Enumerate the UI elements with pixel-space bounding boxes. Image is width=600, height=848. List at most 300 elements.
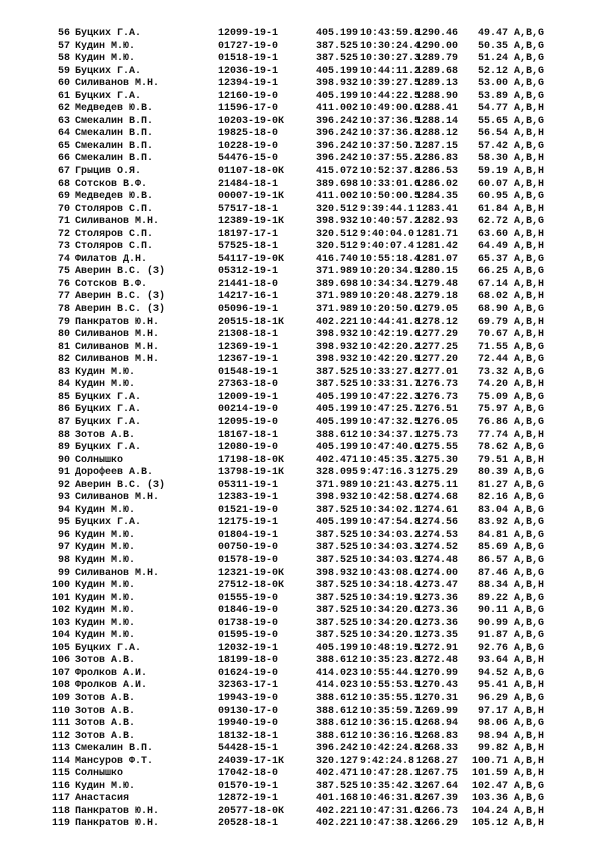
row-number: 72 — [57, 228, 70, 240]
row-number: 99 — [57, 567, 70, 579]
row-number: 58 — [57, 53, 70, 65]
points: 100.71 — [471, 755, 508, 767]
ring-number: 54117-19-0К — [218, 253, 285, 265]
distance-km: 388.612 — [316, 718, 359, 730]
row-number: 86 — [57, 404, 70, 416]
arrival-time: 9:40:07.4 — [360, 241, 415, 253]
arrival-time: 9:39:44.1 — [360, 203, 415, 215]
speed: 1266.73 — [416, 805, 459, 817]
table-row — [48, 655, 568, 668]
distance-km: 371.989 — [316, 266, 359, 278]
row-number: 81 — [57, 341, 70, 353]
distance-km: 388.612 — [316, 692, 359, 704]
distance-km: 398.932 — [316, 329, 359, 341]
fancier-name: Кудин М.Ю. — [75, 780, 136, 792]
row-number: 106 — [51, 655, 70, 667]
distance-km: 387.525 — [316, 580, 359, 592]
results-table — [48, 28, 568, 831]
distance-km: 405.199 — [316, 65, 359, 77]
distance-km: 371.989 — [316, 304, 359, 316]
groups: А,В,Н — [514, 103, 545, 115]
fancier-name: Силиванов М.Н. — [75, 78, 160, 90]
row-number: 96 — [57, 529, 70, 541]
speed: 1275.11 — [416, 479, 459, 491]
row-number: 79 — [57, 316, 70, 328]
speed: 1270.31 — [416, 692, 459, 704]
distance-km: 387.525 — [316, 53, 359, 65]
distance-km: 402.221 — [316, 818, 359, 830]
groups: А,В,Н — [514, 705, 545, 717]
distance-km: 387.525 — [316, 379, 359, 391]
groups: А,В,G — [514, 416, 545, 428]
distance-km: 398.932 — [316, 78, 359, 90]
points: 101.59 — [471, 768, 508, 780]
distance-km: 387.525 — [316, 592, 359, 604]
groups: А,В,G — [514, 529, 545, 541]
ring-number: 21308-18-1 — [218, 329, 279, 341]
fancier-name: Буцких Г.А. — [75, 90, 142, 102]
fancier-name: Буцких Г.А. — [75, 391, 142, 403]
arrival-time: 10:55:53.5 — [360, 680, 421, 692]
table-row — [48, 153, 568, 166]
groups: А,В,G — [514, 404, 545, 416]
groups: А,В,Н — [514, 743, 545, 755]
speed: 1288.90 — [416, 90, 459, 102]
row-number: 102 — [51, 605, 70, 617]
arrival-time: 10:34:20.0 — [360, 605, 421, 617]
points: 72.44 — [477, 354, 508, 366]
points: 68.02 — [477, 291, 508, 303]
arrival-time: 10:44:41.8 — [360, 316, 421, 328]
groups: А,В,Н — [514, 329, 545, 341]
arrival-time: 10:35:59.7 — [360, 705, 421, 717]
speed: 1276.05 — [416, 416, 459, 428]
points: 54.77 — [477, 103, 508, 115]
ring-number: 01578-19-0 — [218, 554, 279, 566]
table-row — [48, 91, 568, 104]
speed: 1287.15 — [416, 140, 459, 152]
arrival-time: 10:37:50.7 — [360, 140, 421, 152]
distance-km: 387.525 — [316, 605, 359, 617]
ring-number: 01595-19-0 — [218, 630, 279, 642]
speed: 1268.33 — [416, 743, 459, 755]
fancier-name: Кудин М.Ю. — [75, 580, 136, 592]
groups: А,В,Н — [514, 768, 545, 780]
arrival-time: 10:47:25.7 — [360, 404, 421, 416]
points: 89.22 — [477, 592, 508, 604]
ring-number: 00007-19-1К — [218, 191, 285, 203]
points: 50.35 — [477, 40, 508, 52]
fancier-name: Сотсков В.Ф. — [75, 178, 148, 190]
ring-number: 13798-19-1К — [218, 467, 285, 479]
row-number: 78 — [57, 304, 70, 316]
arrival-time: 10:34:18.4 — [360, 580, 421, 592]
arrival-time: 10:47:40.0 — [360, 442, 421, 454]
speed: 1274.68 — [416, 492, 459, 504]
arrival-time: 10:50:00.5 — [360, 191, 421, 203]
points: 60.07 — [477, 178, 508, 190]
ring-number: 21484-18-1 — [218, 178, 279, 190]
row-number: 60 — [57, 78, 70, 90]
speed: 1270.99 — [416, 667, 459, 679]
ring-number: 24039-17-1К — [218, 755, 285, 767]
groups: А,В,Н — [514, 818, 545, 830]
row-number: 113 — [51, 743, 70, 755]
table-row — [48, 128, 568, 141]
ring-number: 12389-19-1К — [218, 216, 285, 228]
table-row — [48, 354, 568, 367]
table-row — [48, 693, 568, 706]
ring-number: 20528-18-1 — [218, 818, 279, 830]
points: 97.17 — [477, 705, 508, 717]
table-row — [48, 342, 568, 355]
row-number: 89 — [57, 442, 70, 454]
groups: А,В,G — [514, 78, 545, 90]
row-number: 104 — [51, 630, 70, 642]
speed: 1274.00 — [416, 567, 459, 579]
row-number: 112 — [51, 730, 70, 742]
row-number: 73 — [57, 241, 70, 253]
distance-km: 405.199 — [316, 391, 359, 403]
table-row — [48, 317, 568, 330]
arrival-time: 10:49:00.0 — [360, 103, 421, 115]
speed: 1266.29 — [416, 818, 459, 830]
table-row — [48, 530, 568, 543]
points: 87.46 — [477, 567, 508, 579]
ring-number: 12032-19-1 — [218, 642, 279, 654]
speed: 1277.20 — [416, 354, 459, 366]
table-row — [48, 517, 568, 530]
fancier-name: Дорофеев А.В. — [75, 467, 154, 479]
arrival-time: 10:30:27.3 — [360, 53, 421, 65]
groups: А,В,Н — [514, 379, 545, 391]
ring-number: 05311-19-1 — [218, 479, 279, 491]
fancier-name: Зотов А.В. — [75, 730, 136, 742]
ring-number: 01624-19-0 — [218, 667, 279, 679]
ring-number: 11596-17-0 — [218, 103, 279, 115]
speed: 1281.42 — [416, 241, 459, 253]
ring-number: 01548-19-1 — [218, 366, 279, 378]
distance-km: 320.512 — [316, 241, 359, 253]
points: 67.14 — [477, 278, 508, 290]
table-row — [48, 304, 568, 317]
ring-number: 18197-17-1 — [218, 228, 279, 240]
speed: 1275.30 — [416, 454, 459, 466]
ring-number: 01570-19-1 — [218, 780, 279, 792]
speed: 1267.75 — [416, 768, 459, 780]
fancier-name: Фролков А.И. — [75, 680, 148, 692]
arrival-time: 10:33:31.7 — [360, 379, 421, 391]
speed: 1276.73 — [416, 379, 459, 391]
ring-number: 19943-19-0 — [218, 692, 279, 704]
ring-number: 27363-18-0 — [218, 379, 279, 391]
points: 86.57 — [477, 554, 508, 566]
speed: 1279.48 — [416, 278, 459, 290]
table-row — [48, 241, 568, 254]
distance-km: 389.698 — [316, 178, 359, 190]
fancier-name: Медведев Ю.В. — [75, 103, 154, 115]
row-number: 85 — [57, 391, 70, 403]
ring-number: 12095-19-0 — [218, 416, 279, 428]
row-number: 95 — [57, 517, 70, 529]
points: 51.24 — [477, 53, 508, 65]
arrival-time: 10:44:22.5 — [360, 90, 421, 102]
distance-km: 398.932 — [316, 216, 359, 228]
points: 83.04 — [477, 504, 508, 516]
row-number: 76 — [57, 278, 70, 290]
fancier-name: Смекалин В.П. — [75, 128, 154, 140]
row-number: 118 — [51, 805, 70, 817]
fancier-name: Анастасия — [75, 793, 130, 805]
groups: А,В,G — [514, 304, 545, 316]
fancier-name: Грыцив О.Я. — [75, 166, 142, 178]
row-number: 61 — [57, 90, 70, 102]
arrival-time: 10:34:37.1 — [360, 429, 421, 441]
arrival-time: 10:52:37.8 — [360, 166, 421, 178]
ring-number: 19940-19-0 — [218, 718, 279, 730]
groups: А,В,G — [514, 492, 545, 504]
row-number: 108 — [51, 680, 70, 692]
points: 83.92 — [477, 517, 508, 529]
ring-number: 12369-19-1 — [218, 341, 279, 353]
groups: А,В,G — [514, 718, 545, 730]
arrival-time: 10:36:16.5 — [360, 730, 421, 742]
fancier-name: Кудин М.Ю. — [75, 504, 136, 516]
fancier-name: Панкратов Ю.Н. — [75, 818, 160, 830]
speed: 1289.79 — [416, 53, 459, 65]
groups: А,В,G — [514, 542, 545, 554]
speed: 1272.48 — [416, 655, 459, 667]
table-row — [48, 417, 568, 430]
ring-number: 01555-19-0 — [218, 592, 279, 604]
fancier-name: Кудин М.Ю. — [75, 379, 136, 391]
points: 70.67 — [477, 329, 508, 341]
arrival-time: 10:42:58.0 — [360, 492, 421, 504]
distance-km: 405.199 — [316, 517, 359, 529]
speed: 1274.52 — [416, 542, 459, 554]
row-number: 100 — [51, 580, 70, 592]
distance-km: 371.989 — [316, 479, 359, 491]
table-row — [48, 166, 568, 179]
speed: 1283.41 — [416, 203, 459, 215]
table-row — [48, 743, 568, 756]
arrival-time: 10:34:03.2 — [360, 529, 421, 541]
points: 55.65 — [477, 115, 508, 127]
speed: 1288.12 — [416, 128, 459, 140]
distance-km: 320.127 — [316, 755, 359, 767]
groups: А,В,Н — [514, 128, 545, 140]
fancier-name: Панкратов Ю.Н. — [75, 805, 160, 817]
speed: 1281.71 — [416, 228, 459, 240]
speed: 1273.36 — [416, 605, 459, 617]
table-row — [48, 555, 568, 568]
points: 105.12 — [471, 818, 508, 830]
table-row — [48, 718, 568, 731]
row-number: 84 — [57, 379, 70, 391]
arrival-time: 9:42:24.8 — [360, 755, 415, 767]
row-number: 57 — [57, 40, 70, 52]
fancier-name: Буцких Г.А. — [75, 442, 142, 454]
groups: А,В,Н — [514, 241, 545, 253]
row-number: 109 — [51, 692, 70, 704]
arrival-time: 10:47:54.8 — [360, 517, 421, 529]
ring-number: 19825-18-0 — [218, 128, 279, 140]
fancier-name: Столяров С.П. — [75, 241, 154, 253]
row-number: 116 — [51, 780, 70, 792]
distance-km: 387.525 — [316, 366, 359, 378]
speed: 1273.36 — [416, 617, 459, 629]
distance-km: 387.525 — [316, 617, 359, 629]
speed: 1290.00 — [416, 40, 459, 52]
table-row — [48, 793, 568, 806]
points: 79.51 — [477, 454, 508, 466]
fancier-name: Силиванов М.Н. — [75, 492, 160, 504]
points: 75.97 — [477, 404, 508, 416]
points: 90.99 — [477, 617, 508, 629]
table-row — [48, 492, 568, 505]
ring-number: 18167-18-1 — [218, 429, 279, 441]
speed: 1275.73 — [416, 429, 459, 441]
table-row — [48, 430, 568, 443]
table-row — [48, 455, 568, 468]
table-row — [48, 668, 568, 681]
row-number: 70 — [57, 203, 70, 215]
ring-number: 12160-19-0 — [218, 90, 279, 102]
fancier-name: Кудин М.Ю. — [75, 592, 136, 604]
ring-number: 57525-18-1 — [218, 241, 279, 253]
fancier-name: Кудин М.Ю. — [75, 542, 136, 554]
distance-km: 371.989 — [316, 291, 359, 303]
distance-km: 388.612 — [316, 730, 359, 742]
row-number: 64 — [57, 128, 70, 140]
arrival-time: 10:39:27.5 — [360, 78, 421, 90]
arrival-time: 10:35:42.3 — [360, 780, 421, 792]
ring-number: 00750-19-0 — [218, 542, 279, 554]
table-row — [48, 141, 568, 154]
table-row — [48, 630, 568, 643]
points: 93.64 — [477, 655, 508, 667]
points: 57.42 — [477, 140, 508, 152]
speed: 1268.94 — [416, 718, 459, 730]
groups: А,В,Н — [514, 166, 545, 178]
groups: А,В,G — [514, 115, 545, 127]
points: 90.11 — [477, 605, 508, 617]
speed: 1288.41 — [416, 103, 459, 115]
table-row — [48, 442, 568, 455]
points: 56.54 — [477, 128, 508, 140]
groups: А,В,G — [514, 140, 545, 152]
arrival-time: 10:44:11.2 — [360, 65, 421, 77]
table-row — [48, 580, 568, 593]
ring-number: 17042-18-0 — [218, 768, 279, 780]
arrival-time: 10:37:36.5 — [360, 115, 421, 127]
distance-km: 405.199 — [316, 442, 359, 454]
fancier-name: Кудин М.Ю. — [75, 617, 136, 629]
points: 99.82 — [477, 743, 508, 755]
table-row — [48, 191, 568, 204]
table-row — [48, 392, 568, 405]
arrival-time: 10:47:31.6 — [360, 805, 421, 817]
points: 91.87 — [477, 630, 508, 642]
arrival-time: 10:30:24.4 — [360, 40, 421, 52]
distance-km: 387.525 — [316, 554, 359, 566]
distance-km: 401.168 — [316, 793, 359, 805]
ring-number: 01727-19-0 — [218, 40, 279, 52]
row-number: 68 — [57, 178, 70, 190]
table-row — [48, 329, 568, 342]
speed: 1272.91 — [416, 642, 459, 654]
row-number: 119 — [51, 818, 70, 830]
ring-number: 01521-19-0 — [218, 504, 279, 516]
distance-km: 398.932 — [316, 492, 359, 504]
row-number: 74 — [57, 253, 70, 265]
row-number: 110 — [51, 705, 70, 717]
ring-number: 20515-18-1К — [218, 316, 285, 328]
table-row — [48, 279, 568, 292]
row-number: 115 — [51, 768, 70, 780]
row-number: 59 — [57, 65, 70, 77]
groups: А,В,G — [514, 517, 545, 529]
row-number: 92 — [57, 479, 70, 491]
points: 81.27 — [477, 479, 508, 491]
points: 84.81 — [477, 529, 508, 541]
ring-number: 05312-19-1 — [218, 266, 279, 278]
table-row — [48, 216, 568, 229]
groups: А,В,Н — [514, 680, 545, 692]
row-number: 77 — [57, 291, 70, 303]
ring-number: 01804-19-1 — [218, 529, 279, 541]
groups: А,В,G — [514, 65, 545, 77]
arrival-time: 10:40:57.2 — [360, 216, 421, 228]
table-row — [48, 179, 568, 192]
fancier-name: Кудин М.Ю. — [75, 554, 136, 566]
row-number: 65 — [57, 140, 70, 152]
groups: А,В,G — [514, 216, 545, 228]
points: 69.79 — [477, 316, 508, 328]
points: 80.39 — [477, 467, 508, 479]
speed: 1288.14 — [416, 115, 459, 127]
ring-number: 27512-18-0К — [218, 580, 285, 592]
table-row — [48, 291, 568, 304]
groups: А,В,Н — [514, 429, 545, 441]
table-row — [48, 818, 568, 831]
points: 61.84 — [477, 203, 508, 215]
row-number: 62 — [57, 103, 70, 115]
table-row — [48, 66, 568, 79]
groups: А,В,G — [514, 53, 545, 65]
groups: А,В,Н — [514, 153, 545, 165]
arrival-time: 10:46:31.8 — [360, 793, 421, 805]
table-row — [48, 480, 568, 493]
ring-number: 54428-15-1 — [218, 743, 279, 755]
fancier-name: Буцких Г.А. — [75, 404, 142, 416]
speed: 1267.64 — [416, 780, 459, 792]
ring-number: 01846-19-0 — [218, 605, 279, 617]
row-number: 90 — [57, 454, 70, 466]
points: 98.94 — [477, 730, 508, 742]
arrival-time: 10:47:28.1 — [360, 768, 421, 780]
fancier-name: Аверин В.С. (З) — [75, 479, 166, 491]
distance-km: 411.002 — [316, 103, 359, 115]
speed: 1274.53 — [416, 529, 459, 541]
table-row — [48, 116, 568, 129]
groups: А,В,G — [514, 253, 545, 265]
row-number: 66 — [57, 153, 70, 165]
points: 98.06 — [477, 718, 508, 730]
distance-km: 328.095 — [316, 467, 359, 479]
distance-km: 415.072 — [316, 166, 359, 178]
groups: А,В,G — [514, 793, 545, 805]
